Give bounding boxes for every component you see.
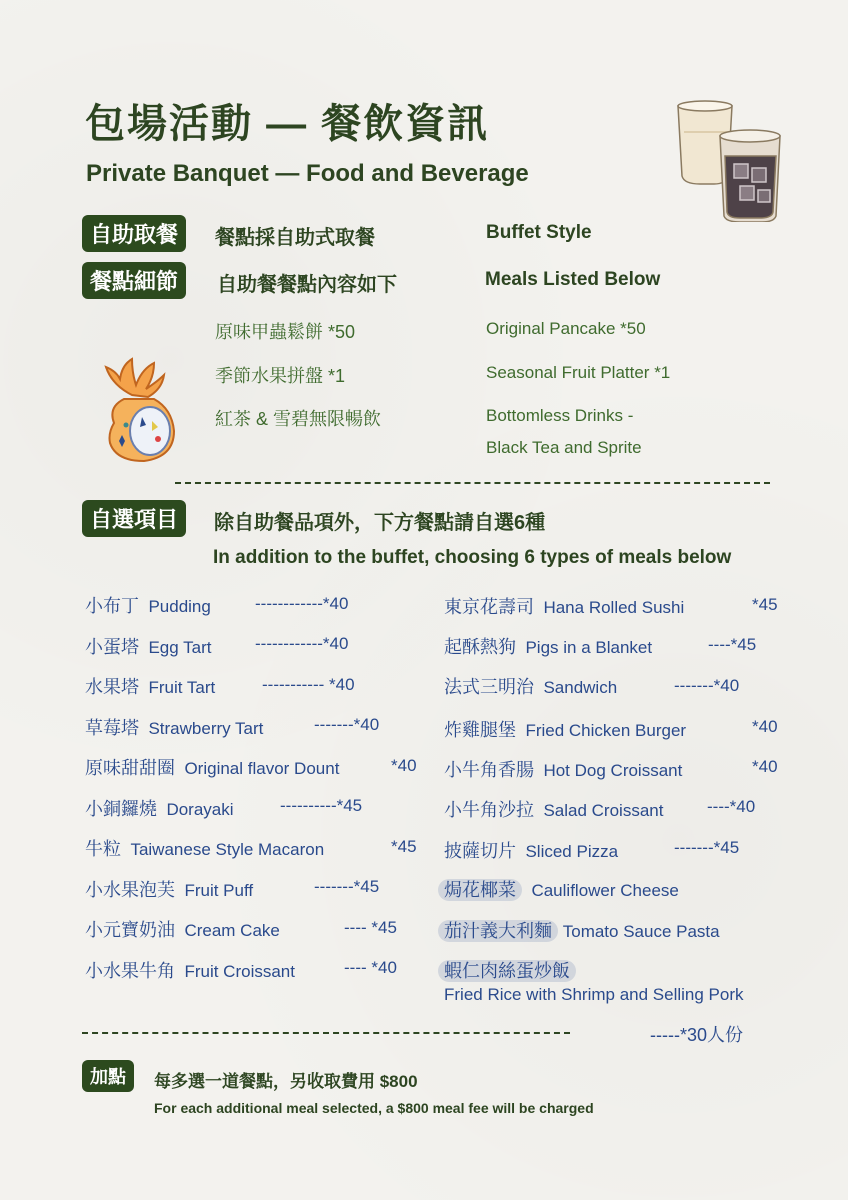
menu-item: 原味甜甜圈 Original flavor Dount [85,758,340,778]
menu-price: ----*40 [707,797,756,816]
menu-price: *40 [752,757,778,776]
addon-en: For each additional meal selected, a $800 meal fee will be charged [154,1100,594,1116]
buffet-item-zh: 季節水果拼盤 *1 [215,366,346,386]
menu-item: 焗花椰菜 Cauliflower Cheese [444,876,679,902]
menu-price: -------*45 [674,838,740,857]
menu-item-en: Fried Rice with Shrimp and Selling Pork [444,985,744,1004]
buffet-item-en: Seasonal Fruit Platter *1 [486,363,671,382]
menu-item: 小牛角沙拉 Salad Croissant [444,800,664,820]
buffet-item-zh: 紅茶 & 雪碧無限暢飲 [215,409,382,429]
buffet-item-en: Bottomless Drinks - [486,406,634,425]
menu-price: ----------*45 [280,796,363,815]
menu-item: 小銅鑼燒 Dorayaki [85,799,234,819]
menu-item: 茄汁義大利麵 Tomato Sauce Pasta [444,917,720,943]
drink-glasses-icon [670,92,790,222]
buffet-item-en-line2: Black Tea and Sprite [486,438,642,457]
addon-zh: 每多選一道餐點，另收取費用 $800 [154,1072,418,1091]
buffet-item-en: Original Pancake *50 [486,319,646,338]
menu-item: 小元寶奶油 Cream Cake [85,920,280,940]
menu-price: *45 [391,837,417,856]
group-price: -----*30人份 [650,1025,743,1045]
menu-price: ----*45 [708,635,757,654]
menu-price: *45 [752,595,778,614]
addon-tag: 加點 [82,1060,134,1092]
menu-item: 東京花壽司 Hana Rolled Sushi [444,597,685,617]
buffet-tag: 自助取餐 [82,215,186,252]
menu-item: 小牛角香腸 Hot Dog Croissant [444,760,683,780]
menu-price: ---- *40 [344,958,397,977]
menu-price: ---- *45 [344,918,397,937]
menu-item: 小蛋塔 Egg Tart [85,637,212,657]
menu-price: ----------- *40 [262,675,355,694]
menu-price: -------*40 [314,715,380,734]
details-tag: 餐點細節 [82,262,186,299]
menu-item: 牛粒 Taiwanese Style Macaron [85,839,325,859]
details-zh: 自助餐餐點內容如下 [217,274,397,296]
divider [82,1032,570,1034]
menu-price: ------------*40 [255,594,349,613]
menu-item: 炸雞腿堡 Fried Chicken Burger [444,720,687,740]
menu-price: *40 [391,756,417,775]
menu-item: 蝦仁肉絲蛋炒飯 [444,957,576,983]
details-en: Meals Listed Below [485,269,661,290]
menu-price: *40 [752,717,778,736]
menu-price: ------------*40 [255,634,349,653]
page-title-en: Private Banquet — Food and Beverage [86,160,529,187]
menu-item: 小水果泡芙 Fruit Puff [85,880,254,900]
divider [175,482,770,484]
menu-item: 起酥熱狗 Pigs in a Blanket [444,637,653,657]
mascot-bag-icon [92,355,187,470]
menu-item: 小水果牛角 Fruit Croissant [85,961,295,981]
menu-price: -------*45 [314,877,380,896]
optional-en: In addition to the buffet, choosing 6 types of meals below [213,547,732,568]
menu-item: 小布丁 Pudding [85,596,211,616]
buffet-zh: 餐點採自助式取餐 [215,227,375,249]
buffet-en: Buffet Style [486,222,592,243]
menu-item: 法式三明治 Sandwich [444,677,618,697]
page-title-zh: 包場活動 — 餐飲資訊 [85,102,490,146]
optional-tag: 自選項目 [82,500,186,537]
optional-zh: 除自助餐品項外，下方餐點請自選6種 [214,512,546,534]
buffet-item-zh: 原味甲蟲鬆餅 *50 [215,322,356,342]
menu-item: 水果塔 Fruit Tart [85,677,216,697]
menu-price: -------*40 [674,676,740,695]
menu-item: 草莓塔 Strawberry Tart [85,718,264,738]
menu-item: 披薩切片 Sliced Pizza [444,841,619,861]
